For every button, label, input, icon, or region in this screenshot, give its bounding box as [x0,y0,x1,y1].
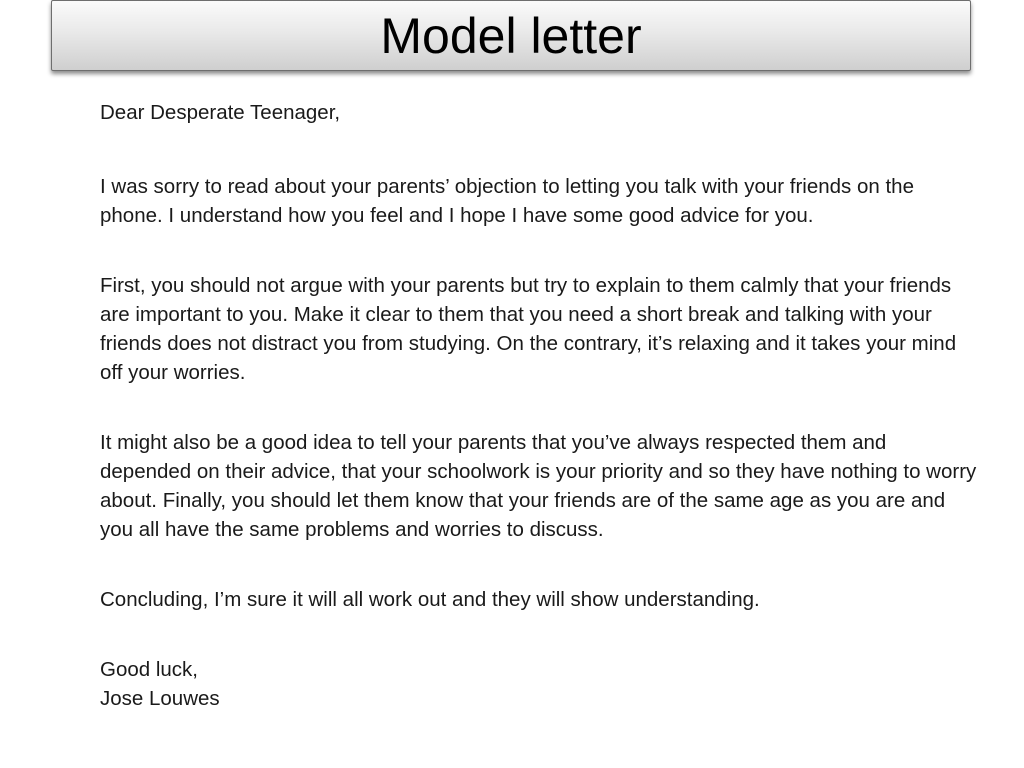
letter-body [100,98,980,713]
letter-paragraph-2: First, you should not argue with your parents but try to explain to them calmly that your friends are important to you. Make it clear to them that you need a short break and talking with your friends does not distract you from studying. On the contrary, it’s relaxing and it takes your mind off your worries. [100,274,957,384]
letter-salutation: Dear Desperate Teenager, [100,101,341,124]
letter-paragraph-1: I was sorry to read about your parents’ objection to letting you talk with your friends on the phone. I understand how you feel and I hope I have some good advice for you. [100,175,914,227]
letter-closing: Good luck, [100,658,198,681]
letter-paragraph-3: It might also be a good idea to tell your parents that you’ve always respected them and depended on their advice, that your schoolwork is your priority and so they have nothing to worry about. Finally, you should let them know that your friends are of the same age as you are and you all have the same problems and worries to discuss. [100,431,977,541]
letter-paragraph-4: Concluding, I’m sure it will all work out and they will show understanding. [100,588,760,611]
page-title: Model letter [380,7,642,64]
letter-signature: Jose Louwes [100,687,220,710]
title-banner [51,0,971,71]
